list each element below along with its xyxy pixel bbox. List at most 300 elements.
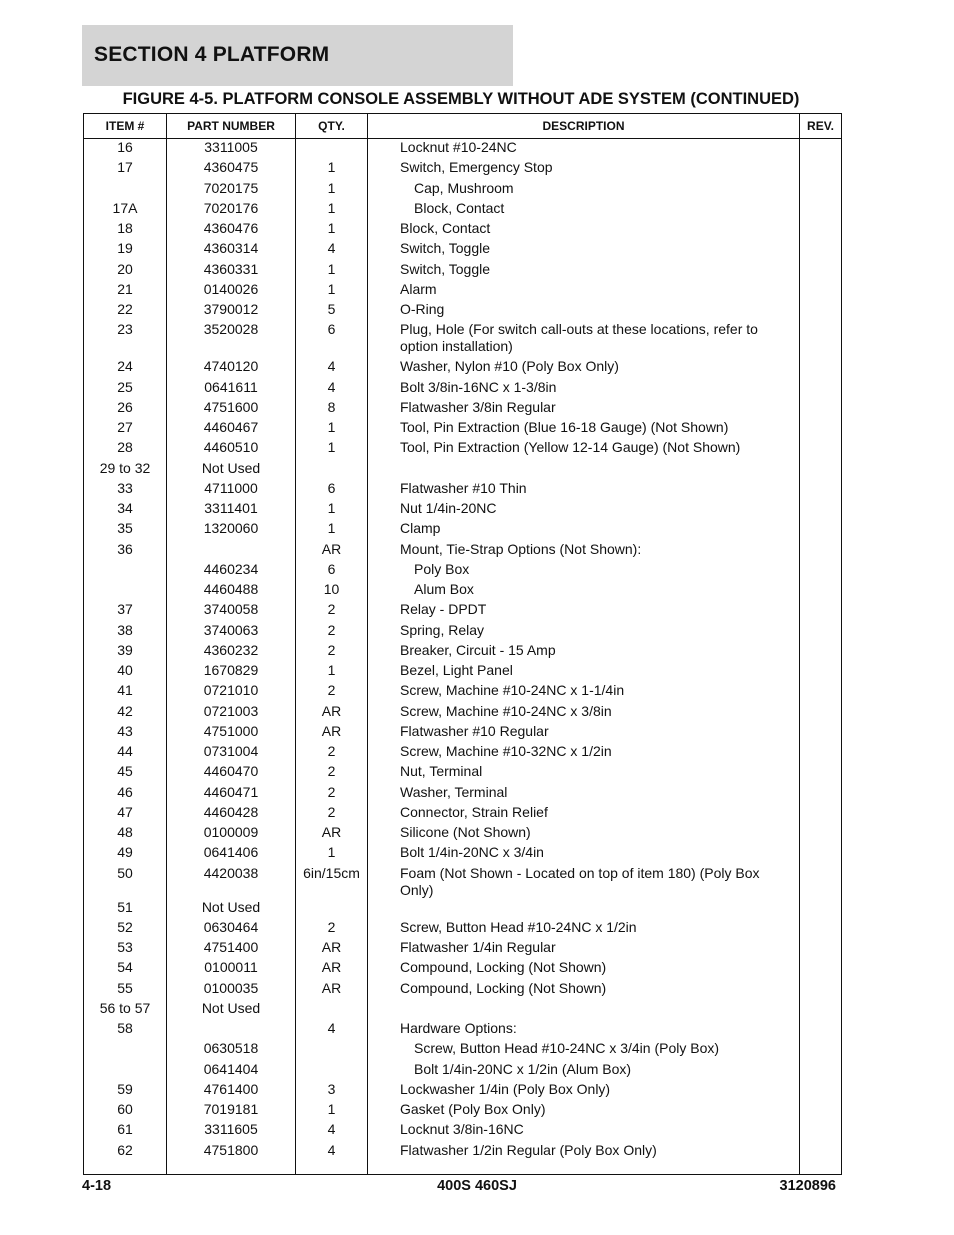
cell-description: Screw, Button Head #10-24NC x 1/2in <box>368 919 800 939</box>
table-row <box>84 399 842 419</box>
cell-rev <box>800 601 842 621</box>
cell-item: 49 <box>84 844 167 864</box>
cell-item: 19 <box>84 240 167 260</box>
cell-description: Alum Box <box>368 581 800 601</box>
cell-description: Washer, Nylon #10 (Poly Box Only) <box>368 358 800 378</box>
cell-item: 55 <box>84 980 167 1000</box>
cell-item <box>84 180 167 200</box>
cell-part-number: 4751400 <box>167 939 296 959</box>
cell-rev <box>800 622 842 642</box>
cell-description: Flatwasher 1/4in Regular <box>368 939 800 959</box>
cell-qty: AR <box>296 541 368 561</box>
cell-description: Block, Contact <box>368 200 800 220</box>
cell-item: 27 <box>84 419 167 439</box>
document-number: 3120896 <box>779 1178 836 1194</box>
cell-description: Locknut 3/8in-16NC <box>368 1121 800 1141</box>
table-row <box>84 743 842 763</box>
table-row <box>84 763 842 783</box>
cell-part-number: 3311605 <box>167 1121 296 1141</box>
cell-rev <box>800 1061 842 1081</box>
cell-description: Bezel, Light Panel <box>368 662 800 682</box>
cell-description: Locknut #10-24NC <box>368 139 800 160</box>
cell-qty: 1 <box>296 844 368 864</box>
table-row <box>84 460 842 480</box>
table-row <box>84 541 842 561</box>
cell-rev <box>800 804 842 824</box>
cell-item: 25 <box>84 379 167 399</box>
cell-rev <box>800 662 842 682</box>
cell-description: Bolt 1/4in-20NC x 3/4in <box>368 844 800 864</box>
cell-rev <box>800 261 842 281</box>
cell-item: 22 <box>84 301 167 321</box>
cell-part-number: 4761400 <box>167 1081 296 1101</box>
cell-part-number: 0641611 <box>167 379 296 399</box>
cell-qty: 4 <box>296 358 368 378</box>
cell-description: Nut, Terminal <box>368 763 800 783</box>
cell-rev <box>800 865 842 899</box>
cell-part-number: 3520028 <box>167 321 296 358</box>
cell-rev <box>800 980 842 1000</box>
cell-item: 41 <box>84 682 167 702</box>
table-row <box>84 784 842 804</box>
cell-qty: 1 <box>296 200 368 220</box>
cell-rev <box>800 1000 842 1020</box>
cell-qty: 6 <box>296 321 368 358</box>
cell-description: Flatwasher 3/8in Regular <box>368 399 800 419</box>
cell-part-number: 4360475 <box>167 159 296 179</box>
cell-qty: 1 <box>296 159 368 179</box>
cell-qty: 1 <box>296 662 368 682</box>
cell-part-number: 0721010 <box>167 682 296 702</box>
cell-part-number: 3790012 <box>167 301 296 321</box>
cell-description: Screw, Machine #10-32NC x 1/2in <box>368 743 800 763</box>
cell-description: Relay - DPDT <box>368 601 800 621</box>
cell-rev <box>800 200 842 220</box>
cell-description: Cap, Mushroom <box>368 180 800 200</box>
cell-qty <box>296 460 368 480</box>
table-row <box>84 321 842 358</box>
cell-item <box>84 1061 167 1081</box>
cell-part-number: 0140026 <box>167 281 296 301</box>
cell-qty <box>296 1000 368 1020</box>
cell-rev <box>800 139 842 160</box>
cell-qty: 4 <box>296 1020 368 1040</box>
header-description: DESCRIPTION <box>368 114 800 139</box>
cell-description: Clamp <box>368 520 800 540</box>
cell-rev <box>800 763 842 783</box>
figure-title: FIGURE 4-5. PLATFORM CONSOLE ASSEMBLY WITHOUT ADE SYSTEM (CONTINUED) <box>122 90 800 108</box>
cell-qty: 2 <box>296 919 368 939</box>
cell-qty <box>296 139 368 160</box>
header-qty: QTY. <box>296 114 368 139</box>
table-row <box>84 220 842 240</box>
cell-part-number: 0100009 <box>167 824 296 844</box>
header-item: ITEM # <box>84 114 167 139</box>
cell-qty: 8 <box>296 399 368 419</box>
cell-part-number: 0630464 <box>167 919 296 939</box>
table-row <box>84 1101 842 1121</box>
cell-description: Switch, Toggle <box>368 240 800 260</box>
table-row <box>84 642 842 662</box>
cell-item: 28 <box>84 439 167 459</box>
cell-qty: AR <box>296 980 368 1000</box>
cell-item: 40 <box>84 662 167 682</box>
cell-rev <box>800 240 842 260</box>
cell-part-number: 4460471 <box>167 784 296 804</box>
table-row <box>84 439 842 459</box>
cell-description: Gasket (Poly Box Only) <box>368 1101 800 1121</box>
section-title: SECTION 4 PLATFORM <box>94 43 330 66</box>
table-row <box>84 723 842 743</box>
cell-description: Block, Contact <box>368 220 800 240</box>
cell-description: Switch, Toggle <box>368 261 800 281</box>
cell-part-number: 0100035 <box>167 980 296 1000</box>
cell-qty: AR <box>296 723 368 743</box>
cell-rev <box>800 379 842 399</box>
table-row <box>84 561 842 581</box>
cell-rev <box>800 439 842 459</box>
cell-item: 60 <box>84 1101 167 1121</box>
cell-item: 59 <box>84 1081 167 1101</box>
cell-description: Tool, Pin Extraction (Yellow 12-14 Gauge) (Not Shown) <box>368 439 800 459</box>
cell-qty: 2 <box>296 622 368 642</box>
cell-description: Tool, Pin Extraction (Blue 16-18 Gauge) (Not Shown) <box>368 419 800 439</box>
cell-description: Breaker, Circuit - 15 Amp <box>368 642 800 662</box>
parts-table-body <box>84 139 842 1175</box>
table-row <box>84 919 842 939</box>
cell-part-number: 0641404 <box>167 1061 296 1081</box>
cell-part-number: 4360232 <box>167 642 296 662</box>
cell-item: 50 <box>84 865 167 899</box>
cell-description: Flatwasher #10 Thin <box>368 480 800 500</box>
cell-item: 61 <box>84 1121 167 1141</box>
table-row <box>84 939 842 959</box>
cell-qty: 2 <box>296 804 368 824</box>
table-row <box>84 1000 842 1020</box>
cell-item: 23 <box>84 321 167 358</box>
cell-part-number: Not Used <box>167 460 296 480</box>
cell-item: 34 <box>84 500 167 520</box>
cell-item: 54 <box>84 959 167 979</box>
cell-rev <box>800 642 842 662</box>
cell-rev <box>800 500 842 520</box>
table-row <box>84 419 842 439</box>
cell-rev <box>800 180 842 200</box>
cell-qty: 2 <box>296 601 368 621</box>
cell-part-number: Not Used <box>167 899 296 919</box>
cell-rev <box>800 959 842 979</box>
cell-qty: 1 <box>296 220 368 240</box>
table-row <box>84 301 842 321</box>
cell-rev <box>800 919 842 939</box>
cell-part-number <box>167 1020 296 1040</box>
table-row <box>84 703 842 723</box>
cell-qty: 2 <box>296 642 368 662</box>
cell-item: 24 <box>84 358 167 378</box>
table-row <box>84 824 842 844</box>
cell-rev <box>800 1101 842 1121</box>
cell-item: 20 <box>84 261 167 281</box>
cell-item: 56 to 57 <box>84 1000 167 1020</box>
cell-qty: 6in/15cm <box>296 865 368 899</box>
table-row <box>84 520 842 540</box>
cell-item: 35 <box>84 520 167 540</box>
table-row <box>84 358 842 378</box>
table-row <box>84 622 842 642</box>
table-header-row <box>84 114 842 139</box>
cell-item: 47 <box>84 804 167 824</box>
cell-qty <box>296 899 368 919</box>
table-row <box>84 200 842 220</box>
parts-table <box>83 113 842 1175</box>
cell-description: Screw, Machine #10-24NC x 3/8in <box>368 703 800 723</box>
cell-item: 21 <box>84 281 167 301</box>
cell-qty: 4 <box>296 379 368 399</box>
cell-part-number: 3311401 <box>167 500 296 520</box>
cell-part-number: 4751000 <box>167 723 296 743</box>
cell-description: Compound, Locking (Not Shown) <box>368 959 800 979</box>
cell-item: 17 <box>84 159 167 179</box>
cell-qty: 1 <box>296 1101 368 1121</box>
cell-description: Flatwasher 1/2in Regular (Poly Box Only) <box>368 1142 800 1175</box>
cell-item: 36 <box>84 541 167 561</box>
cell-qty: 1 <box>296 180 368 200</box>
cell-rev <box>800 939 842 959</box>
cell-rev <box>800 1081 842 1101</box>
cell-part-number: 0641406 <box>167 844 296 864</box>
cell-description: Poly Box <box>368 561 800 581</box>
cell-description: Connector, Strain Relief <box>368 804 800 824</box>
cell-part-number: 7020176 <box>167 200 296 220</box>
table-row <box>84 500 842 520</box>
cell-qty <box>296 1040 368 1060</box>
cell-qty: 1 <box>296 500 368 520</box>
cell-part-number: 0630518 <box>167 1040 296 1060</box>
cell-part-number: 1320060 <box>167 520 296 540</box>
table-row <box>84 980 842 1000</box>
cell-qty: 1 <box>296 520 368 540</box>
table-row <box>84 1081 842 1101</box>
cell-rev <box>800 419 842 439</box>
cell-description: Foam (Not Shown - Located on top of item 180) (Poly Box Only) <box>368 865 800 899</box>
cell-description: Compound, Locking (Not Shown) <box>368 980 800 1000</box>
cell-item: 33 <box>84 480 167 500</box>
cell-rev <box>800 541 842 561</box>
cell-rev <box>800 399 842 419</box>
cell-qty: 6 <box>296 480 368 500</box>
cell-description: O-Ring <box>368 301 800 321</box>
cell-description: Bolt 1/4in-20NC x 1/2in (Alum Box) <box>368 1061 800 1081</box>
table-row <box>84 959 842 979</box>
table-row <box>84 1142 842 1175</box>
cell-rev <box>800 1020 842 1040</box>
header-rev: REV. <box>800 114 842 139</box>
cell-part-number: 4751600 <box>167 399 296 419</box>
cell-part-number: 4420038 <box>167 865 296 899</box>
cell-rev <box>800 1040 842 1060</box>
cell-item: 38 <box>84 622 167 642</box>
cell-item: 45 <box>84 763 167 783</box>
cell-part-number: 0100011 <box>167 959 296 979</box>
table-row <box>84 844 842 864</box>
cell-rev <box>800 899 842 919</box>
cell-qty: AR <box>296 703 368 723</box>
cell-part-number: 4751800 <box>167 1142 296 1175</box>
cell-part-number: 4360476 <box>167 220 296 240</box>
cell-part-number: 3740058 <box>167 601 296 621</box>
cell-item: 16 <box>84 139 167 160</box>
table-row <box>84 865 842 899</box>
cell-qty: 2 <box>296 784 368 804</box>
cell-item: 17A <box>84 200 167 220</box>
cell-rev <box>800 743 842 763</box>
cell-description: Screw, Button Head #10-24NC x 3/4in (Poly Box) <box>368 1040 800 1060</box>
cell-qty: 4 <box>296 1121 368 1141</box>
table-row <box>84 379 842 399</box>
cell-part-number: 4360314 <box>167 240 296 260</box>
cell-description: Mount, Tie-Strap Options (Not Shown): <box>368 541 800 561</box>
cell-qty: 5 <box>296 301 368 321</box>
cell-rev <box>800 703 842 723</box>
table-row <box>84 480 842 500</box>
table-row <box>84 899 842 919</box>
cell-part-number: 0731004 <box>167 743 296 763</box>
cell-item: 48 <box>84 824 167 844</box>
cell-description <box>368 1000 800 1020</box>
cell-rev <box>800 460 842 480</box>
cell-item <box>84 581 167 601</box>
cell-qty: 2 <box>296 743 368 763</box>
cell-rev <box>800 824 842 844</box>
cell-part-number <box>167 541 296 561</box>
cell-part-number: 0721003 <box>167 703 296 723</box>
cell-description <box>368 899 800 919</box>
cell-qty: 1 <box>296 439 368 459</box>
cell-item: 29 to 32 <box>84 460 167 480</box>
cell-rev <box>800 220 842 240</box>
cell-rev <box>800 561 842 581</box>
table-row <box>84 581 842 601</box>
table-row <box>84 682 842 702</box>
cell-rev <box>800 682 842 702</box>
table-row <box>84 139 842 160</box>
cell-part-number: 4460510 <box>167 439 296 459</box>
cell-qty: 2 <box>296 682 368 702</box>
cell-qty: 3 <box>296 1081 368 1101</box>
cell-description: Alarm <box>368 281 800 301</box>
cell-description: Plug, Hole (For switch call-outs at these locations, refer to option installation) <box>368 321 800 358</box>
cell-part-number: 4360331 <box>167 261 296 281</box>
cell-description: Switch, Emergency Stop <box>368 159 800 179</box>
cell-description <box>368 460 800 480</box>
cell-part-number: 4740120 <box>167 358 296 378</box>
cell-part-number: 4711000 <box>167 480 296 500</box>
cell-description: Nut 1/4in-20NC <box>368 500 800 520</box>
cell-qty <box>296 1061 368 1081</box>
cell-item: 39 <box>84 642 167 662</box>
table-row <box>84 601 842 621</box>
cell-item: 51 <box>84 899 167 919</box>
cell-rev <box>800 1142 842 1175</box>
cell-qty: 1 <box>296 281 368 301</box>
page-number: 4-18 <box>82 1178 112 1194</box>
header-part-number: PART NUMBER <box>167 114 296 139</box>
cell-part-number: 4460467 <box>167 419 296 439</box>
cell-rev <box>800 784 842 804</box>
table-row <box>84 1020 842 1040</box>
cell-rev <box>800 281 842 301</box>
cell-rev <box>800 480 842 500</box>
table-row <box>84 1040 842 1060</box>
cell-item <box>84 561 167 581</box>
table-row <box>84 180 842 200</box>
cell-rev <box>800 301 842 321</box>
table-row <box>84 240 842 260</box>
table-row <box>84 261 842 281</box>
cell-part-number: 7019181 <box>167 1101 296 1121</box>
cell-description: Flatwasher #10 Regular <box>368 723 800 743</box>
cell-qty: AR <box>296 939 368 959</box>
cell-description: Silicone (Not Shown) <box>368 824 800 844</box>
table-row <box>84 159 842 179</box>
cell-part-number: 3740063 <box>167 622 296 642</box>
cell-description: Spring, Relay <box>368 622 800 642</box>
cell-part-number: Not Used <box>167 1000 296 1020</box>
cell-part-number: 1670829 <box>167 662 296 682</box>
cell-part-number: 4460234 <box>167 561 296 581</box>
cell-part-number: 4460470 <box>167 763 296 783</box>
cell-qty: 4 <box>296 1142 368 1175</box>
cell-rev <box>800 1121 842 1141</box>
cell-rev <box>800 723 842 743</box>
cell-part-number: 7020175 <box>167 180 296 200</box>
cell-qty: 1 <box>296 261 368 281</box>
section-header <box>82 25 513 86</box>
cell-qty: 10 <box>296 581 368 601</box>
model-number: 400S 460SJ <box>437 1178 517 1194</box>
cell-qty: AR <box>296 959 368 979</box>
cell-qty: 4 <box>296 240 368 260</box>
cell-description: Bolt 3/8in-16NC x 1-3/8in <box>368 379 800 399</box>
cell-part-number: 4460488 <box>167 581 296 601</box>
cell-rev <box>800 520 842 540</box>
cell-item: 62 <box>84 1142 167 1175</box>
cell-item <box>84 1040 167 1060</box>
cell-rev <box>800 581 842 601</box>
cell-item: 42 <box>84 703 167 723</box>
cell-item: 53 <box>84 939 167 959</box>
table-row <box>84 662 842 682</box>
cell-item: 43 <box>84 723 167 743</box>
cell-item: 18 <box>84 220 167 240</box>
cell-qty: 2 <box>296 763 368 783</box>
cell-item: 26 <box>84 399 167 419</box>
cell-rev <box>800 358 842 378</box>
cell-qty: 6 <box>296 561 368 581</box>
cell-item: 52 <box>84 919 167 939</box>
cell-item: 44 <box>84 743 167 763</box>
cell-item: 58 <box>84 1020 167 1040</box>
cell-item: 46 <box>84 784 167 804</box>
cell-item: 37 <box>84 601 167 621</box>
cell-rev <box>800 159 842 179</box>
cell-rev <box>800 321 842 358</box>
cell-rev <box>800 844 842 864</box>
table-row <box>84 1121 842 1141</box>
cell-description: Hardware Options: <box>368 1020 800 1040</box>
table-row <box>84 1061 842 1081</box>
cell-description: Lockwasher 1/4in (Poly Box Only) <box>368 1081 800 1101</box>
